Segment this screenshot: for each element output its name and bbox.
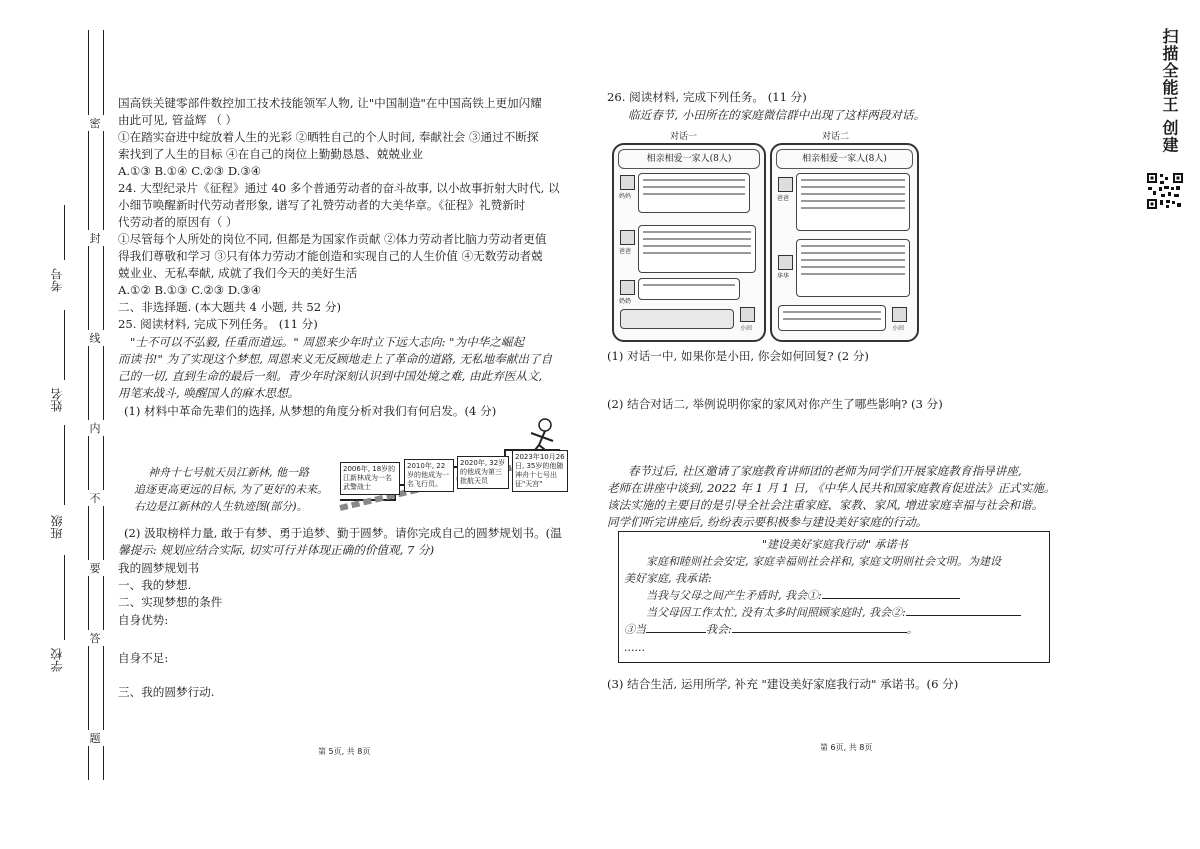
- page-footer: 第 5页, 共 8页: [318, 747, 371, 756]
- quote-line: 而读书!" 为了实现这个梦想, 周恩来义无反顾地走上了革命的道路, 无私地奉献出了自: [118, 352, 553, 366]
- text-line: 兢业业、无私奉献, 成就了我们今天的美好生活: [118, 266, 358, 280]
- qr-code-icon: [1146, 172, 1184, 210]
- avatar: [778, 255, 793, 270]
- intro-line: 神舟十七号航天员江新林, 他一路: [148, 466, 309, 479]
- chat-bubble: [638, 173, 750, 213]
- text-line: 由此可见, 管益辉 （ ）: [118, 113, 238, 127]
- pledge-line-2-text: 当父母因工作太忙, 没有太多时间照顾家庭时, 我会②:: [646, 606, 906, 619]
- passage-line: 老师在讲座中谈到, 2022 年 1 月 1 日, 《中华人民共和国家庭教育促进法》正式实施。: [607, 481, 1056, 495]
- chat-bubble: [778, 305, 886, 331]
- answer-blank-2[interactable]: [906, 615, 1021, 616]
- binding-mark: 答: [86, 630, 104, 646]
- pledge-line-3-prefix: ③当: [624, 623, 646, 636]
- question-24: 24. 大型纪录片《征程》通过 40 多个普通劳动者的奋斗故事, 以小故事折射大时代, 以: [118, 181, 560, 195]
- pledge-line-2: [646, 605, 1021, 621]
- plan-item-conditions: 二、实现梦想的条件: [118, 595, 223, 609]
- question-25-1: (1) 材料中革命先辈们的选择, 从梦想的角度分析对我们有何启发。(4 分): [124, 404, 497, 418]
- binding-strip: [88, 30, 104, 780]
- text-line: 小细节唤醒新时代劳动者形象, 谱写了礼赞劳动者的大美华章。《征程》礼赞新时: [118, 198, 526, 212]
- pledge-line-3: ③当 我会: 。: [624, 623, 918, 636]
- pledge-line: 美好家庭, 我承诺:: [624, 572, 712, 585]
- binding-mark: 密: [86, 115, 104, 131]
- class-label: 班级: [50, 515, 64, 539]
- quote-line: 己的一切, 直到生命的最后一刻。青少年时深刻认识到中国处境之难, 由此弃医从文,: [118, 369, 543, 383]
- avatar-label: 爸爸: [777, 195, 790, 202]
- text-line: ①在踏实奋进中绽放着人生的光彩 ②晒牲自己的个人时间, 奉献社会 ③通过不断探: [118, 130, 539, 144]
- avatar-label: 奶奶: [619, 298, 632, 305]
- timeline-entry: 2020年, 32岁的他成为第三批航天员: [457, 456, 509, 489]
- answer-options: A.①③ B.①④ C.②③ D.③④: [118, 164, 262, 178]
- avatar: [620, 175, 635, 190]
- school-line: [64, 555, 65, 640]
- text-line: 索找到了人生的目标 ④在自己的岗位上勤勤恳恳、兢兢业业: [118, 147, 424, 161]
- question-25: 25. 阅读材料, 完成下列任务。 (11 分): [118, 317, 318, 331]
- answer-blank-3b[interactable]: [732, 632, 907, 633]
- passage-line: 春节过后, 社区邀请了家庭教育讲师团的老师为同学们开展家庭教育指导讲座,: [628, 464, 1022, 478]
- passage-line: 该法实施的主要目的是引导全社会注重家庭、家教、家风, 增进家庭幸福与社会和谐。: [607, 498, 1044, 512]
- avatar: [892, 307, 907, 322]
- avatar: [620, 280, 635, 295]
- chat-2-title: 对话二: [822, 132, 850, 142]
- name-line: [64, 310, 65, 380]
- chat-bubble: [796, 239, 910, 297]
- exam-number-label: 考号: [50, 268, 64, 292]
- text-line: 国高铁关键零部件数控加工技术技能领军人物, 让"中国制造"在中国高铁上更加闪耀: [118, 96, 542, 110]
- question-26: 26. 阅读材料, 完成下列任务。 (11 分): [607, 90, 807, 104]
- name-label: 姓名: [50, 388, 64, 412]
- pledge-dots: ......: [624, 641, 645, 654]
- pledge-line-3-text: 我会:: [706, 623, 732, 636]
- text-line: ①尽管每个人所处的岗位不同, 但都是为国家作贡献 ②体力劳动者比脑力劳动者更值: [118, 232, 547, 246]
- binding-mark: 不: [86, 490, 104, 506]
- question-25-2-note: 馨提示: 规划应结合实际, 切实可行并体现正确的价值观, 7 分): [118, 543, 435, 557]
- text-line: 代劳动者的原因有（ ）: [118, 215, 238, 229]
- binding-mark: 内: [86, 420, 104, 436]
- question-26-2: (2) 结合对话二, 举例说明你家的家风对你产生了哪些影响? (3 分): [607, 397, 943, 411]
- pledge-line-1-text: 当我与父母之间产生矛盾时, 我会①:: [646, 589, 822, 602]
- binding-mark: 线: [86, 330, 104, 346]
- pledge-line-1: [646, 588, 960, 604]
- exam-number-line: [64, 205, 65, 260]
- timeline-entry: 2006年, 18岁的江新林成为一名武警战士: [340, 462, 400, 495]
- binding-mark: 题: [86, 730, 104, 746]
- chat-bubble: [638, 278, 740, 300]
- school-label: 学校: [50, 648, 64, 672]
- question-26-intro: 临近春节, 小田所在的家庭微信群中出现了这样两段对话。: [628, 108, 926, 122]
- quote-line: 用笔来战斗, 唤醒国人的麻木思想。: [118, 386, 300, 400]
- chat-1-phone: [612, 143, 766, 342]
- plan-advantage: 自身优势:: [118, 613, 169, 627]
- avatar: [740, 307, 755, 322]
- avatar-label: 小田: [740, 325, 753, 332]
- chat-bubble: [638, 225, 756, 273]
- message-input[interactable]: [620, 309, 734, 329]
- section-heading: 二、非选择题. (本大题共 4 小题, 共 52 分): [118, 300, 341, 314]
- avatar: [620, 230, 635, 245]
- plan-weakness: 自身不足:: [118, 651, 169, 665]
- binding-mark: 封: [86, 230, 104, 246]
- avatar-label: 小田: [892, 325, 905, 332]
- intro-line: 追逐更高更远的目标, 为了更好的未来。: [134, 483, 328, 496]
- page-footer: 第 6页, 共 8页: [820, 743, 873, 752]
- plan-item-dream: 一、我的梦想.: [118, 578, 192, 592]
- question-26-3: (3) 结合生活, 运用所学, 补充 "建设美好家庭我行动" 承诺书。(6 分): [607, 677, 959, 691]
- watermark-text: 扫描全能王 创建: [1160, 28, 1179, 154]
- chat-1-group-name: 相亲相爱一家人(8人): [618, 149, 760, 169]
- timeline-entry: 2010年, 22岁的他成为一名飞行员。: [404, 459, 454, 492]
- answer-blank-1[interactable]: [822, 598, 960, 599]
- quote-line: "士不可以不弘毅, 任重而道远。" 周恩来少年时立下远大志向: "为中华之崛起: [130, 335, 525, 349]
- chat-1-title: 对话一: [670, 132, 698, 142]
- avatar-label: 妈妈: [619, 193, 632, 200]
- pledge-line: 家庭和睦则社会安定, 家庭幸福则社会祥和, 家庭文明则社会文明。为建设: [646, 555, 1001, 568]
- timeline-entry: 2023年10月26日, 35岁的他随神舟十七号出征"天宫": [512, 450, 568, 492]
- question-25-2: (2) 汲取榜样力量, 敢于有梦、勇于追梦、勤于圆梦。请你完成自己的圆梦规划书。(温: [124, 526, 562, 540]
- class-line: [64, 425, 65, 505]
- text-line: 得我们尊敬和学习 ③只有体力劳动才能创造和实现自己的人生价值 ④无数劳动者兢: [118, 249, 543, 263]
- chat-2-phone: [770, 143, 919, 342]
- answer-blank-3a[interactable]: [646, 632, 706, 633]
- plan-title: 我的圆梦规划书: [118, 561, 200, 575]
- pledge-title: "建设美好家庭我行动" 承诺书: [762, 538, 908, 551]
- answer-options: A.①② B.①③ C.②③ D.③④: [118, 283, 262, 297]
- avatar: [778, 177, 793, 192]
- chat-2-group-name: 相亲相爱一家人(8人): [776, 149, 913, 169]
- binding-mark: 要: [86, 560, 104, 576]
- chat-bubble: [796, 173, 910, 231]
- plan-item-action: 三、我的圆梦行动.: [118, 685, 215, 699]
- intro-line: 右边是江新林的人生轨迹图(部分)。: [134, 500, 308, 513]
- avatar-label: 爸爸: [619, 248, 632, 255]
- passage-line: 同学们听完讲座后, 纷纷表示要积极参与建设美好家庭的行动。: [607, 515, 928, 529]
- avatar-label: 华华: [777, 273, 790, 280]
- question-26-1: (1) 对话一中, 如果你是小田, 你会如何回复? (2 分): [607, 349, 869, 363]
